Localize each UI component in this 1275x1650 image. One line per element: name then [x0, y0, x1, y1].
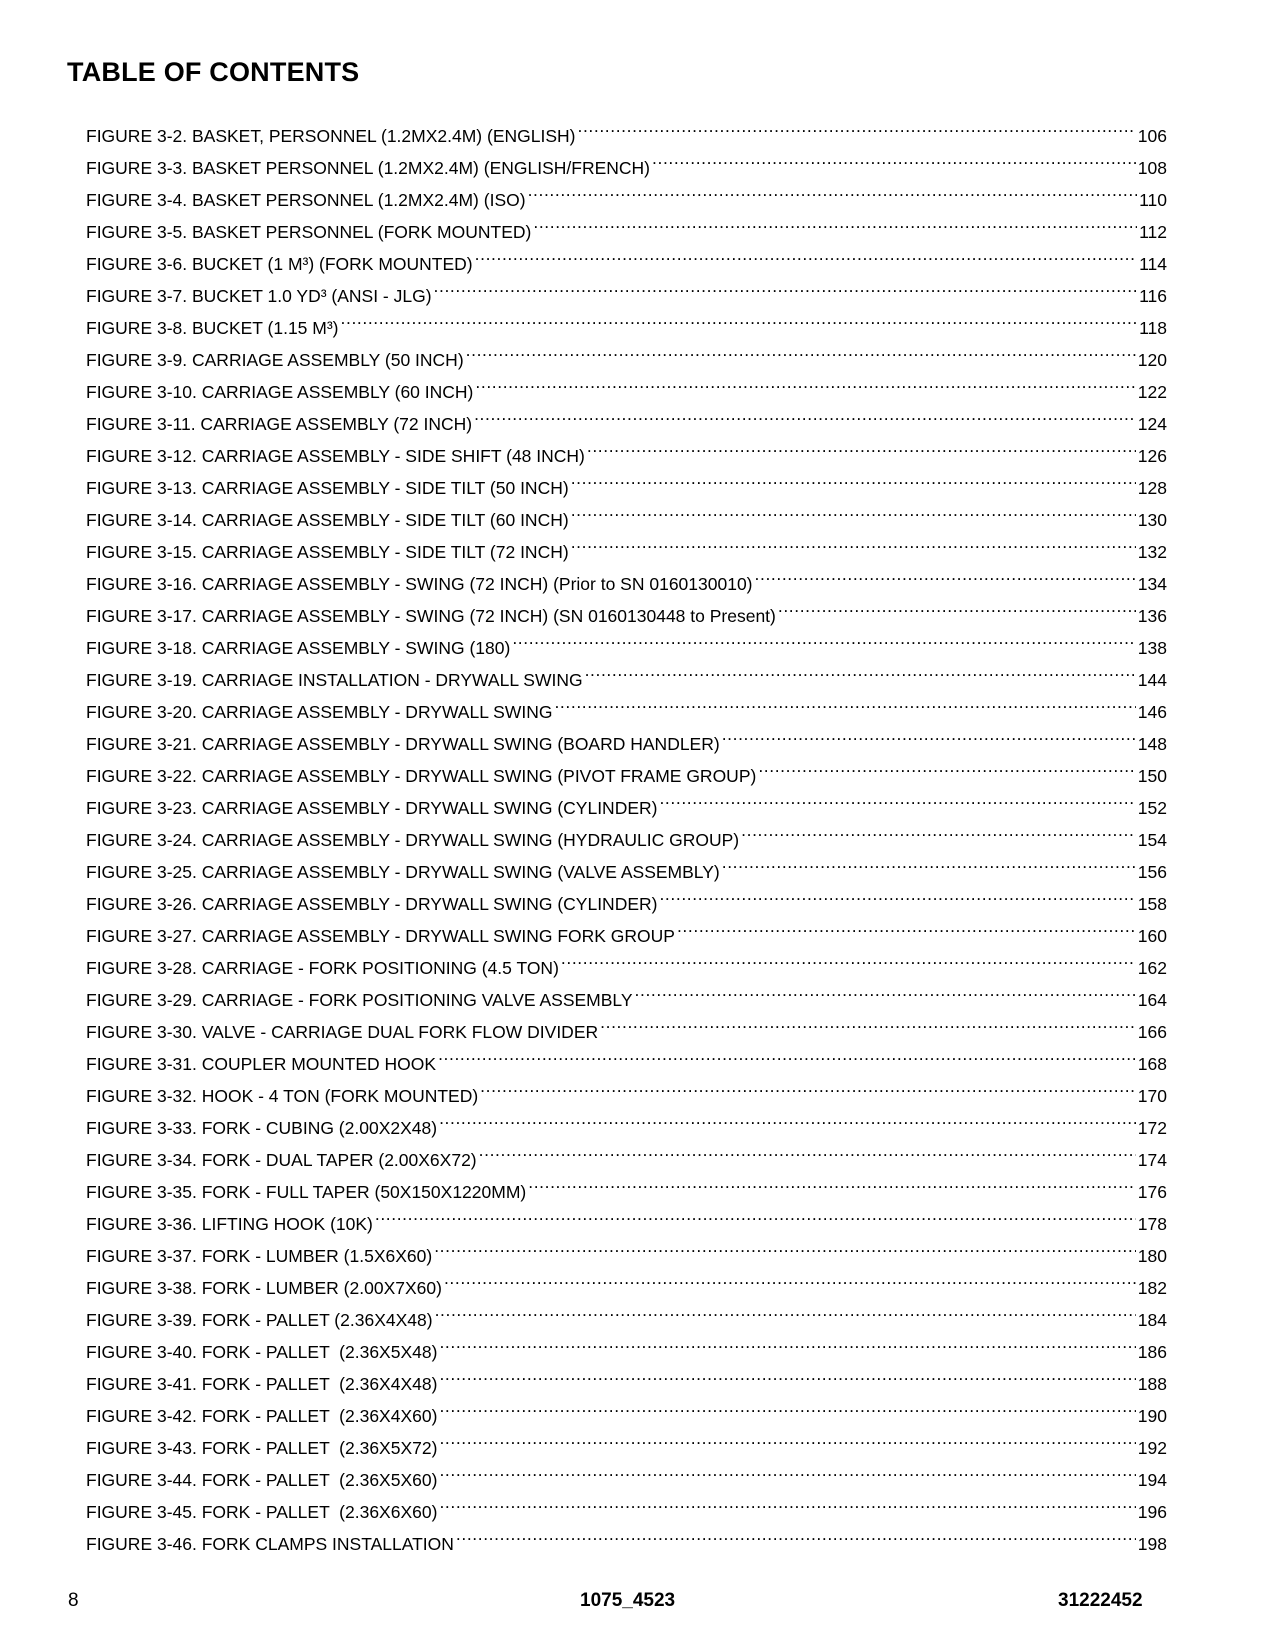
toc-entry-title: FIGURE 3-18. CARRIAGE ASSEMBLY - SWING (180) — [86, 638, 511, 658]
toc-entry-page: 160 — [1137, 926, 1167, 946]
toc-entry-page: 154 — [1137, 830, 1167, 850]
toc-entry-page: 148 — [1137, 734, 1167, 754]
dot-leader — [722, 718, 1136, 750]
toc-entry-title: FIGURE 3-23. CARRIAGE ASSEMBLY - DRYWALL SWING (CYLINDER) — [86, 798, 658, 818]
toc-entry-title: FIGURE 3-38. FORK - LUMBER (2.00X7X60) — [86, 1278, 442, 1298]
toc-entry-page: 124 — [1137, 414, 1167, 434]
toc-entry-page: 196 — [1137, 1502, 1167, 1522]
toc-entry-title: FIGURE 3-6. BUCKET (1 M³) (FORK MOUNTED) — [86, 254, 473, 274]
dot-leader — [439, 1358, 1135, 1390]
toc-entry-title: FIGURE 3-16. CARRIAGE ASSEMBLY - SWING (72 INCH) (Prior to SN 0160130010) — [86, 574, 753, 594]
toc-entry-page: 108 — [1137, 158, 1167, 178]
toc-entry-title: FIGURE 3-42. FORK - PALLET (2.36X4X60) — [86, 1406, 438, 1426]
dot-leader — [778, 590, 1136, 622]
toc-entry[interactable] — [86, 110, 1167, 146]
toc-entry-title: FIGURE 3-26. CARRIAGE ASSEMBLY - DRYWALL SWING (CYLINDER) — [86, 894, 658, 914]
toc-entry-title: FIGURE 3-11. CARRIAGE ASSEMBLY (72 INCH) — [86, 414, 473, 434]
dot-leader — [722, 846, 1136, 878]
toc-entry-page: 184 — [1137, 1310, 1167, 1330]
dot-leader — [434, 270, 1138, 302]
toc-entry-page: 168 — [1137, 1054, 1167, 1074]
toc-entry-title: FIGURE 3-36. LIFTING HOOK (10K) — [86, 1214, 373, 1234]
toc-entry-page: 136 — [1137, 606, 1167, 626]
toc-entry-title: FIGURE 3-29. CARRIAGE - FORK POSITIONING VALVE ASSEMBLY — [86, 990, 633, 1010]
toc-entry-page: 174 — [1137, 1150, 1167, 1170]
toc-entry-page: 132 — [1137, 542, 1167, 562]
toc-entry-title: FIGURE 3-20. CARRIAGE ASSEMBLY - DRYWALL SWING — [86, 702, 553, 722]
toc-entry-page: 192 — [1137, 1438, 1167, 1458]
toc-entry-title: FIGURE 3-46. FORK CLAMPS INSTALLATION — [86, 1534, 454, 1554]
dot-leader — [474, 398, 1136, 430]
footer-page-number: 8 — [68, 1590, 79, 1611]
toc-entry-page: 178 — [1137, 1214, 1167, 1234]
toc-entry-title: FIGURE 3-12. CARRIAGE ASSEMBLY - SIDE SHIFT (48 INCH) — [86, 446, 585, 466]
dot-leader — [438, 1038, 1136, 1070]
page-title: TABLE OF CONTENTS — [67, 57, 360, 87]
toc-entry-title: FIGURE 3-31. COUPLER MOUNTED HOOK — [86, 1054, 437, 1074]
dot-leader — [480, 1070, 1136, 1102]
dot-leader — [571, 462, 1136, 494]
dot-leader — [585, 654, 1136, 686]
dot-leader — [444, 1262, 1136, 1294]
dot-leader — [554, 686, 1135, 718]
toc-entry-title: FIGURE 3-33. FORK - CUBING (2.00X2X48) — [86, 1118, 438, 1138]
dot-leader — [600, 1006, 1136, 1038]
toc-entry-page: 188 — [1137, 1374, 1167, 1394]
toc-list — [86, 110, 1167, 1554]
dot-leader — [466, 334, 1136, 366]
toc-entry-title: FIGURE 3-21. CARRIAGE ASSEMBLY - DRYWALL SWING (BOARD HANDLER) — [86, 734, 720, 754]
toc-entry-title: FIGURE 3-34. FORK - DUAL TAPER (2.00X6X72) — [86, 1150, 477, 1170]
toc-entry-title: FIGURE 3-32. HOOK - 4 TON (FORK MOUNTED) — [86, 1086, 479, 1106]
toc-entry-title: FIGURE 3-17. CARRIAGE ASSEMBLY - SWING (72 INCH) (SN 0160130448 to Present) — [86, 606, 776, 626]
toc-entry-page: 172 — [1137, 1118, 1167, 1138]
toc-entry-page: 186 — [1137, 1342, 1167, 1362]
toc-entry-title: FIGURE 3-44. FORK - PALLET (2.36X5X60) — [86, 1470, 438, 1490]
toc-entry-title: FIGURE 3-35. FORK - FULL TAPER (50X150X1220MM) — [86, 1182, 527, 1202]
toc-entry-title: FIGURE 3-8. BUCKET (1.15 M³) — [86, 318, 339, 338]
dot-leader — [439, 1102, 1136, 1134]
toc-entry-page: 122 — [1137, 382, 1167, 402]
dot-leader — [341, 302, 1138, 334]
toc-entry-page: 144 — [1137, 670, 1167, 690]
footer-part-number: 31222452 — [1058, 1590, 1143, 1611]
toc-entry-page: 164 — [1137, 990, 1167, 1010]
toc-entry-page: 152 — [1137, 798, 1167, 818]
toc-entry-title: FIGURE 3-7. BUCKET 1.0 YD³ (ANSI - JLG) — [86, 286, 432, 306]
dot-leader — [561, 942, 1136, 974]
toc-entry-title: FIGURE 3-28. CARRIAGE - FORK POSITIONING (4.5 TON) — [86, 958, 559, 978]
toc-entry-page: 158 — [1137, 894, 1167, 914]
toc-entry-page: 126 — [1137, 446, 1167, 466]
dot-leader — [635, 974, 1136, 1006]
dot-leader — [435, 1294, 1136, 1326]
dot-leader — [479, 1134, 1136, 1166]
toc-entry-title: FIGURE 3-19. CARRIAGE INSTALLATION - DRYWALL SWING — [86, 670, 583, 690]
toc-entry-page: 190 — [1137, 1406, 1167, 1426]
toc-entry-title: FIGURE 3-24. CARRIAGE ASSEMBLY - DRYWALL SWING (HYDRAULIC GROUP) — [86, 830, 740, 850]
toc-entry-page: 162 — [1137, 958, 1167, 978]
dot-leader — [475, 366, 1135, 398]
toc-entry-page: 110 — [1139, 190, 1167, 210]
toc-entry-title: FIGURE 3-45. FORK - PALLET (2.36X6X60) — [86, 1502, 438, 1522]
toc-entry-page: 134 — [1137, 574, 1167, 594]
toc-entry-page: 114 — [1139, 254, 1167, 274]
toc-entry-title: FIGURE 3-30. VALVE - CARRIAGE DUAL FORK FLOW DIVIDER — [86, 1022, 599, 1042]
dot-leader — [439, 1390, 1135, 1422]
dot-leader — [512, 622, 1135, 654]
dot-leader — [577, 110, 1135, 142]
toc-entry-title: FIGURE 3-40. FORK - PALLET (2.36X5X48) — [86, 1342, 438, 1362]
toc-entry-page: 106 — [1137, 126, 1167, 146]
dot-leader — [528, 1166, 1136, 1198]
toc-entry-title: FIGURE 3-10. CARRIAGE ASSEMBLY (60 INCH) — [86, 382, 474, 402]
toc-entry-page: 176 — [1137, 1182, 1167, 1202]
dot-leader — [439, 1326, 1135, 1358]
toc-entry-page: 138 — [1137, 638, 1167, 658]
toc-entry-title: FIGURE 3-41. FORK - PALLET (2.36X4X48) — [86, 1374, 438, 1394]
dot-leader — [439, 1486, 1135, 1518]
dot-leader — [758, 750, 1135, 782]
toc-entry-page: 146 — [1137, 702, 1167, 722]
toc-entry-title: FIGURE 3-4. BASKET PERSONNEL (1.2MX2.4M) (ISO) — [86, 190, 526, 210]
toc-entry-title: FIGURE 3-5. BASKET PERSONNEL (FORK MOUNTED) — [86, 222, 532, 242]
toc-entry-page: 116 — [1139, 286, 1167, 306]
dot-leader — [652, 142, 1136, 174]
toc-entry-title: FIGURE 3-37. FORK - LUMBER (1.5X6X60) — [86, 1246, 433, 1266]
dot-leader — [755, 558, 1136, 590]
dot-leader — [439, 1422, 1135, 1454]
toc-entry-page: 118 — [1139, 318, 1167, 338]
dot-leader — [741, 814, 1136, 846]
toc-entry-page: 130 — [1137, 510, 1167, 530]
toc-entry-title: FIGURE 3-27. CARRIAGE ASSEMBLY - DRYWALL SWING FORK GROUP — [86, 926, 675, 946]
toc-entry-title: FIGURE 3-25. CARRIAGE ASSEMBLY - DRYWALL SWING (VALVE ASSEMBLY) — [86, 862, 720, 882]
dot-leader — [475, 238, 1137, 270]
dot-leader — [677, 910, 1136, 942]
dot-leader — [528, 174, 1138, 206]
dot-leader — [456, 1518, 1136, 1550]
toc-entry-title: FIGURE 3-39. FORK - PALLET (2.36X4X48) — [86, 1310, 433, 1330]
toc-entry-page: 166 — [1137, 1022, 1167, 1042]
dot-leader — [533, 206, 1137, 238]
toc-entry-page: 180 — [1137, 1246, 1167, 1266]
toc-entry-title: FIGURE 3-3. BASKET PERSONNEL (1.2MX2.4M) (ENGLISH/FRENCH) — [86, 158, 651, 178]
toc-entry-page: 112 — [1139, 222, 1167, 242]
toc-entry-page: 128 — [1137, 478, 1167, 498]
page-footer — [0, 1590, 1275, 1614]
toc-entry-page: 150 — [1137, 766, 1167, 786]
dot-leader — [439, 1454, 1135, 1486]
toc-entry-page: 182 — [1137, 1278, 1167, 1298]
dot-leader — [375, 1198, 1136, 1230]
dot-leader — [587, 430, 1136, 462]
dot-leader — [434, 1230, 1136, 1262]
toc-entry-title: FIGURE 3-22. CARRIAGE ASSEMBLY - DRYWALL SWING (PIVOT FRAME GROUP) — [86, 766, 757, 786]
dot-leader — [571, 494, 1136, 526]
toc-entry-page: 198 — [1137, 1534, 1167, 1554]
dot-leader — [659, 878, 1135, 910]
footer-document-code: 1075_4523 — [580, 1590, 676, 1611]
toc-entry-title: FIGURE 3-43. FORK - PALLET (2.36X5X72) — [86, 1438, 438, 1458]
toc-entry-title: FIGURE 3-15. CARRIAGE ASSEMBLY - SIDE TILT (72 INCH) — [86, 542, 569, 562]
dot-leader — [659, 782, 1135, 814]
toc-entry-page: 156 — [1137, 862, 1167, 882]
dot-leader — [571, 526, 1136, 558]
toc-entry-page: 170 — [1137, 1086, 1167, 1106]
toc-entry-page: 194 — [1137, 1470, 1167, 1490]
toc-entry-title: FIGURE 3-14. CARRIAGE ASSEMBLY - SIDE TILT (60 INCH) — [86, 510, 569, 530]
toc-entry-title: FIGURE 3-2. BASKET, PERSONNEL (1.2MX2.4M) (ENGLISH) — [86, 126, 576, 146]
toc-entry-page: 120 — [1137, 350, 1167, 370]
toc-entry-title: FIGURE 3-13. CARRIAGE ASSEMBLY - SIDE TILT (50 INCH) — [86, 478, 569, 498]
toc-entry-title: FIGURE 3-9. CARRIAGE ASSEMBLY (50 INCH) — [86, 350, 464, 370]
